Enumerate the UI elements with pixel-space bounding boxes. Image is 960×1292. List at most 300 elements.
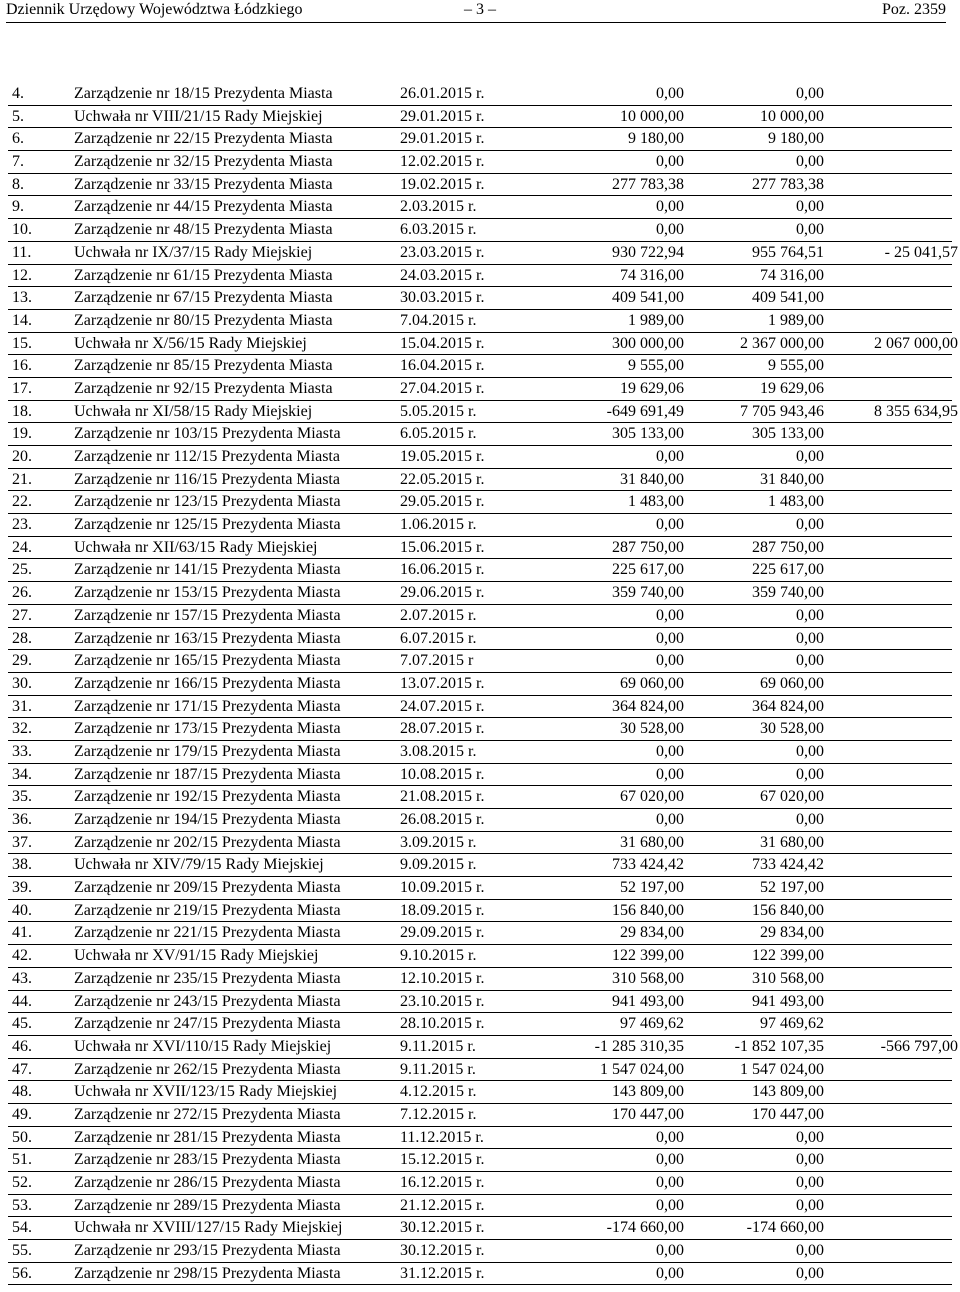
amount-change: 69 060,00 bbox=[620, 674, 684, 692]
act-date: 7.04.2015 r. bbox=[400, 311, 477, 329]
row-number: 42. bbox=[12, 947, 32, 965]
row-number: 17. bbox=[12, 379, 32, 397]
act-date: 26.01.2015 r. bbox=[400, 85, 485, 102]
act-name: Zarządzenie nr 243/15 Prezydenta Miasta bbox=[74, 992, 341, 1010]
amount-change: 9 555,00 bbox=[628, 357, 684, 375]
amount-total: 359 740,00 bbox=[752, 584, 824, 602]
amount-change: 1 547 024,00 bbox=[600, 1060, 684, 1078]
table-row bbox=[8, 582, 952, 605]
act-name: Zarządzenie nr 166/15 Prezydenta Miasta bbox=[74, 674, 341, 692]
act-name: Zarządzenie nr 103/15 Prezydenta Miasta bbox=[74, 425, 341, 443]
act-name: Zarządzenie nr 123/15 Prezydenta Miasta bbox=[74, 493, 341, 511]
act-name: Zarządzenie nr 202/15 Prezydenta Miasta bbox=[74, 833, 341, 851]
amount-total: 170 447,00 bbox=[752, 1105, 824, 1123]
amount-total: 31 680,00 bbox=[760, 833, 824, 851]
act-name: Zarządzenie nr 179/15 Prezydenta Miasta bbox=[74, 742, 341, 760]
amount-total: 143 809,00 bbox=[752, 1083, 824, 1101]
act-date: 23.10.2015 r. bbox=[400, 992, 485, 1010]
act-date: 29.06.2015 r. bbox=[400, 584, 485, 602]
act-name: Zarządzenie nr 163/15 Prezydenta Miasta bbox=[74, 629, 341, 647]
amount-change: 364 824,00 bbox=[612, 697, 684, 715]
row-number: 25. bbox=[12, 561, 32, 579]
act-date: 11.12.2015 r. bbox=[400, 1128, 484, 1146]
table-row bbox=[8, 242, 958, 265]
row-number: 45. bbox=[12, 1015, 32, 1033]
amount-difference: - 25 041,57 bbox=[884, 243, 958, 261]
amount-change: 409 541,00 bbox=[612, 289, 684, 307]
act-name: Zarządzenie nr 286/15 Prezydenta Miasta bbox=[74, 1174, 341, 1191]
table-row bbox=[8, 128, 952, 151]
act-date: 24.03.2015 r. bbox=[400, 266, 485, 284]
row-number: 44. bbox=[12, 992, 32, 1010]
act-name: Zarządzenie nr 173/15 Prezydenta Miasta bbox=[74, 720, 341, 738]
table-row bbox=[8, 628, 952, 651]
amount-change: 9 180,00 bbox=[628, 130, 684, 148]
amount-total: 2 367 000,00 bbox=[740, 334, 824, 352]
row-number: 4. bbox=[12, 85, 24, 102]
amount-total: 1 989,00 bbox=[768, 311, 824, 329]
act-date: 27.04.2015 r. bbox=[400, 379, 485, 397]
act-name: Zarządzenie nr 85/15 Prezydenta Miasta bbox=[74, 357, 333, 375]
amount-change: 31 680,00 bbox=[620, 833, 684, 851]
row-number: 43. bbox=[12, 969, 32, 987]
amount-change: 10 000,00 bbox=[620, 107, 684, 125]
table-row bbox=[8, 945, 952, 968]
amount-total: 31 840,00 bbox=[760, 470, 824, 488]
act-name: Zarządzenie nr 157/15 Prezydenta Miasta bbox=[74, 606, 341, 624]
act-date: 29.05.2015 r. bbox=[400, 493, 485, 511]
row-number: 40. bbox=[12, 901, 32, 919]
amount-total: 0,00 bbox=[796, 448, 824, 465]
amount-total: 0,00 bbox=[796, 606, 824, 624]
amount-total: 19 629,06 bbox=[760, 379, 824, 397]
row-number: 6. bbox=[12, 130, 24, 148]
act-name: Zarządzenie nr 209/15 Prezydenta Miasta bbox=[74, 879, 341, 897]
act-date: 6.05.2015 r. bbox=[400, 425, 477, 443]
act-date: 15.06.2015 r. bbox=[400, 538, 485, 556]
row-number: 54. bbox=[12, 1219, 32, 1237]
row-number: 56. bbox=[12, 1264, 32, 1282]
act-date: 7.12.2015 r. bbox=[400, 1105, 477, 1123]
row-number: 49. bbox=[12, 1105, 32, 1123]
table-row bbox=[8, 764, 952, 787]
act-date: 3.09.2015 r. bbox=[400, 833, 477, 851]
act-date: 9.10.2015 r. bbox=[400, 947, 477, 965]
act-date: 15.04.2015 r. bbox=[400, 334, 485, 352]
act-date: 23.03.2015 r. bbox=[400, 243, 485, 261]
row-number: 19. bbox=[12, 425, 32, 443]
row-number: 35. bbox=[12, 788, 32, 806]
amount-change: -174 660,00 bbox=[606, 1219, 684, 1237]
act-name: Zarządzenie nr 32/15 Prezydenta Miasta bbox=[74, 153, 333, 171]
act-name: Zarządzenie nr 18/15 Prezydenta Miasta bbox=[74, 85, 333, 102]
act-date: 4.12.2015 r. bbox=[400, 1083, 477, 1101]
act-name: Zarządzenie nr 171/15 Prezydenta Miasta bbox=[74, 697, 341, 715]
row-number: 38. bbox=[12, 856, 32, 874]
act-name: Zarządzenie nr 22/15 Prezydenta Miasta bbox=[74, 130, 333, 148]
amount-total: 1 547 024,00 bbox=[740, 1060, 824, 1078]
amount-total: 7 705 943,46 bbox=[740, 402, 824, 420]
amount-total: 1 483,00 bbox=[768, 493, 824, 511]
act-date: 7.07.2015 r bbox=[400, 652, 474, 670]
amount-change: 0,00 bbox=[656, 1128, 684, 1146]
act-name: Uchwała nr XIV/79/15 Rady Miejskiej bbox=[74, 856, 324, 874]
act-name: Zarządzenie nr 272/15 Prezydenta Miasta bbox=[74, 1105, 341, 1123]
amount-total: 10 000,00 bbox=[760, 107, 824, 125]
act-name: Uchwała nr XVI/110/15 Rady Miejskiej bbox=[74, 1037, 332, 1055]
amount-change: 0,00 bbox=[656, 629, 684, 647]
table-row bbox=[8, 1217, 952, 1240]
act-date: 21.08.2015 r. bbox=[400, 788, 485, 806]
act-date: 16.12.2015 r. bbox=[400, 1174, 485, 1191]
table-row bbox=[8, 1036, 958, 1059]
row-number: 16. bbox=[12, 357, 32, 375]
row-number: 37. bbox=[12, 833, 32, 851]
table-row bbox=[8, 968, 952, 991]
act-date: 29.09.2015 r. bbox=[400, 924, 485, 942]
act-date: 21.12.2015 r. bbox=[400, 1196, 485, 1214]
amount-total: 364 824,00 bbox=[752, 697, 824, 715]
act-date: 12.10.2015 r. bbox=[400, 969, 485, 987]
act-name: Uchwała nr IX/37/15 Rady Miejskiej bbox=[74, 243, 313, 261]
amount-change: 0,00 bbox=[656, 811, 684, 828]
amount-change: 0,00 bbox=[656, 606, 684, 624]
act-name: Uchwała nr XII/63/15 Rady Miejskiej bbox=[74, 538, 318, 556]
act-name: Zarządzenie nr 289/15 Prezydenta Miasta bbox=[74, 1196, 341, 1214]
row-number: 33. bbox=[12, 742, 32, 760]
row-number: 20. bbox=[12, 448, 32, 465]
act-name: Zarządzenie nr 283/15 Prezydenta Miasta bbox=[74, 1151, 341, 1169]
amount-change: 0,00 bbox=[656, 1174, 684, 1191]
row-number: 11. bbox=[12, 243, 32, 261]
table-row bbox=[8, 854, 952, 877]
table-row bbox=[8, 355, 952, 378]
table-row bbox=[8, 605, 952, 628]
act-name: Zarządzenie nr 293/15 Prezydenta Miasta bbox=[74, 1242, 341, 1260]
amount-change: 0,00 bbox=[656, 765, 684, 783]
row-number: 14. bbox=[12, 311, 32, 329]
table-row bbox=[8, 469, 952, 492]
act-name: Zarządzenie nr 61/15 Prezydenta Miasta bbox=[74, 266, 333, 284]
amount-total: -174 660,00 bbox=[746, 1219, 824, 1237]
amount-change: 305 133,00 bbox=[612, 425, 684, 443]
amount-change: 0,00 bbox=[656, 652, 684, 670]
act-name: Zarządzenie nr 116/15 Prezydenta Miasta bbox=[74, 470, 340, 488]
row-number: 47. bbox=[12, 1060, 32, 1078]
table-row bbox=[8, 1172, 952, 1195]
table-row bbox=[8, 1195, 952, 1218]
table-row bbox=[8, 673, 952, 696]
act-date: 2.07.2015 r. bbox=[400, 606, 477, 624]
amount-total: 225 617,00 bbox=[752, 561, 824, 579]
amount-total: 9 180,00 bbox=[768, 130, 824, 148]
table-row bbox=[8, 1127, 952, 1150]
row-number: 48. bbox=[12, 1083, 32, 1101]
amount-total: 287 750,00 bbox=[752, 538, 824, 556]
amount-change: 300 000,00 bbox=[612, 334, 684, 352]
row-number: 22. bbox=[12, 493, 32, 511]
act-date: 16.06.2015 r. bbox=[400, 561, 485, 579]
row-number: 30. bbox=[12, 674, 32, 692]
table-row bbox=[8, 1104, 952, 1127]
amount-change: 52 197,00 bbox=[620, 879, 684, 897]
row-number: 13. bbox=[12, 289, 32, 307]
act-date: 10.08.2015 r. bbox=[400, 765, 485, 783]
act-date: 5.05.2015 r. bbox=[400, 402, 477, 420]
amount-change: 359 740,00 bbox=[612, 584, 684, 602]
table-row bbox=[8, 265, 952, 288]
act-date: 13.07.2015 r. bbox=[400, 674, 485, 692]
act-name: Zarządzenie nr 141/15 Prezydenta Miasta bbox=[74, 561, 341, 579]
row-number: 26. bbox=[12, 584, 32, 602]
table-row bbox=[8, 877, 952, 900]
table-row bbox=[8, 696, 952, 719]
act-date: 31.12.2015 r. bbox=[400, 1264, 485, 1282]
amount-total: 0,00 bbox=[796, 1242, 824, 1260]
amount-total: 97 469,62 bbox=[760, 1015, 824, 1033]
table-row bbox=[8, 832, 952, 855]
amount-total: 0,00 bbox=[796, 811, 824, 828]
act-name: Uchwała nr X/56/15 Rady Miejskiej bbox=[74, 334, 307, 352]
row-number: 7. bbox=[12, 153, 24, 171]
act-date: 2.03.2015 r. bbox=[400, 198, 477, 216]
amount-change: 67 020,00 bbox=[620, 788, 684, 806]
act-date: 30.03.2015 r. bbox=[400, 289, 485, 307]
act-date: 16.04.2015 r. bbox=[400, 357, 485, 375]
page-number: – 3 – bbox=[464, 1, 496, 18]
amount-total: 305 133,00 bbox=[752, 425, 824, 443]
act-name: Zarządzenie nr 235/15 Prezydenta Miasta bbox=[74, 969, 341, 987]
act-date: 28.07.2015 r. bbox=[400, 720, 485, 738]
table-row bbox=[8, 922, 952, 945]
row-number: 36. bbox=[12, 811, 32, 828]
row-number: 9. bbox=[12, 198, 24, 216]
amount-total: 0,00 bbox=[796, 198, 824, 216]
amount-change: 97 469,62 bbox=[620, 1015, 684, 1033]
act-date: 22.05.2015 r. bbox=[400, 470, 485, 488]
amount-change: 29 834,00 bbox=[620, 924, 684, 942]
act-date: 24.07.2015 r. bbox=[400, 697, 485, 715]
row-number: 15. bbox=[12, 334, 32, 352]
amount-change: 287 750,00 bbox=[612, 538, 684, 556]
act-name: Zarządzenie nr 44/15 Prezydenta Miasta bbox=[74, 198, 333, 216]
act-date: 12.02.2015 r. bbox=[400, 153, 485, 171]
row-number: 39. bbox=[12, 879, 32, 897]
table-row bbox=[8, 1059, 952, 1082]
act-date: 29.01.2015 r. bbox=[400, 107, 485, 125]
act-date: 6.03.2015 r. bbox=[400, 221, 477, 239]
act-date: 1.06.2015 r. bbox=[400, 516, 477, 534]
act-name: Uchwała nr XI/58/15 Rady Miejskiej bbox=[74, 402, 313, 420]
act-name: Zarządzenie nr 192/15 Prezydenta Miasta bbox=[74, 788, 341, 806]
amount-total: 941 493,00 bbox=[752, 992, 824, 1010]
table-row bbox=[8, 809, 952, 832]
amount-change: 0,00 bbox=[656, 448, 684, 465]
amount-change: 941 493,00 bbox=[612, 992, 684, 1010]
act-date: 30.12.2015 r. bbox=[400, 1242, 485, 1260]
amount-change: 930 722,94 bbox=[612, 243, 684, 261]
act-date: 19.05.2015 r. bbox=[400, 448, 485, 465]
budget-changes-table bbox=[8, 83, 958, 1285]
act-date: 9.09.2015 r. bbox=[400, 856, 477, 874]
amount-total: 156 840,00 bbox=[752, 901, 824, 919]
amount-total: 0,00 bbox=[796, 221, 824, 239]
table-row bbox=[8, 401, 958, 424]
act-name: Zarządzenie nr 187/15 Prezydenta Miasta bbox=[74, 765, 341, 783]
table-row bbox=[8, 1013, 952, 1036]
act-name: Zarządzenie nr 80/15 Prezydenta Miasta bbox=[74, 311, 333, 329]
position-number: Poz. 2359 bbox=[882, 1, 946, 18]
amount-total: 0,00 bbox=[796, 516, 824, 534]
row-number: 5. bbox=[12, 107, 24, 125]
amount-total: 409 541,00 bbox=[752, 289, 824, 307]
amount-total: 69 060,00 bbox=[760, 674, 824, 692]
table-row bbox=[8, 1149, 952, 1172]
act-name: Uchwała nr XVIII/127/15 Rady Miejskiej bbox=[74, 1219, 343, 1237]
table-row bbox=[8, 287, 952, 310]
act-date: 10.09.2015 r. bbox=[400, 879, 485, 897]
row-number: 52. bbox=[12, 1174, 32, 1191]
act-name: Zarządzenie nr 48/15 Prezydenta Miasta bbox=[74, 221, 333, 239]
amount-change: 0,00 bbox=[656, 85, 684, 102]
amount-total: -1 852 107,35 bbox=[734, 1037, 824, 1055]
amount-total: 29 834,00 bbox=[760, 924, 824, 942]
table-row bbox=[8, 537, 952, 560]
row-number: 12. bbox=[12, 266, 32, 284]
amount-total: 0,00 bbox=[796, 742, 824, 760]
act-name: Zarządzenie nr 125/15 Prezydenta Miasta bbox=[74, 516, 341, 534]
table-row bbox=[8, 900, 952, 923]
table-row bbox=[8, 718, 952, 741]
amount-total: 0,00 bbox=[796, 1128, 824, 1146]
amount-total: 955 764,51 bbox=[752, 243, 824, 261]
amount-change: 143 809,00 bbox=[612, 1083, 684, 1101]
row-number: 29. bbox=[12, 652, 32, 670]
row-number: 28. bbox=[12, 629, 32, 647]
row-number: 18. bbox=[12, 402, 32, 420]
amount-change: 0,00 bbox=[656, 153, 684, 171]
table-row bbox=[8, 1263, 952, 1286]
amount-change: 0,00 bbox=[656, 1196, 684, 1214]
table-row bbox=[8, 741, 952, 764]
act-name: Zarządzenie nr 165/15 Prezydenta Miasta bbox=[74, 652, 341, 670]
table-row bbox=[8, 174, 952, 197]
amount-change: 0,00 bbox=[656, 221, 684, 239]
table-row bbox=[8, 991, 952, 1014]
act-name: Zarządzenie nr 298/15 Prezydenta Miasta bbox=[74, 1264, 341, 1282]
amount-total: 0,00 bbox=[796, 1151, 824, 1169]
act-name: Zarządzenie nr 247/15 Prezydenta Miasta bbox=[74, 1015, 341, 1033]
act-date: 29.01.2015 r. bbox=[400, 130, 485, 148]
act-name: Zarządzenie nr 281/15 Prezydenta Miasta bbox=[74, 1128, 341, 1146]
amount-change: 19 629,06 bbox=[620, 379, 684, 397]
act-name: Uchwała nr VIII/21/15 Rady Miejskiej bbox=[74, 107, 323, 125]
row-number: 50. bbox=[12, 1128, 32, 1146]
table-row bbox=[8, 196, 952, 219]
amount-change: 0,00 bbox=[656, 198, 684, 216]
table-row bbox=[8, 423, 952, 446]
row-number: 21. bbox=[12, 470, 32, 488]
amount-change: 225 617,00 bbox=[612, 561, 684, 579]
amount-total: 0,00 bbox=[796, 765, 824, 783]
act-date: 19.02.2015 r. bbox=[400, 175, 485, 193]
row-number: 31. bbox=[12, 697, 32, 715]
row-number: 32. bbox=[12, 720, 32, 738]
amount-change: 310 568,00 bbox=[612, 969, 684, 987]
row-number: 27. bbox=[12, 606, 32, 624]
act-name: Zarządzenie nr 112/15 Prezydenta Miasta bbox=[74, 448, 340, 465]
act-date: 28.10.2015 r. bbox=[400, 1015, 485, 1033]
amount-change: 733 424,42 bbox=[612, 856, 684, 874]
amount-total: 0,00 bbox=[796, 153, 824, 171]
amount-total: 0,00 bbox=[796, 1174, 824, 1191]
act-name: Zarządzenie nr 67/15 Prezydenta Miasta bbox=[74, 289, 333, 307]
act-date: 3.08.2015 r. bbox=[400, 742, 477, 760]
amount-change: 1 483,00 bbox=[628, 493, 684, 511]
table-row bbox=[8, 219, 952, 242]
act-name: Zarządzenie nr 219/15 Prezydenta Miasta bbox=[74, 901, 341, 919]
table-row bbox=[8, 559, 952, 582]
act-date: 9.11.2015 r. bbox=[400, 1060, 476, 1078]
amount-change: -649 691,49 bbox=[606, 402, 684, 420]
table-row bbox=[8, 151, 952, 174]
row-number: 55. bbox=[12, 1242, 32, 1260]
row-number: 10. bbox=[12, 221, 32, 239]
table-row bbox=[8, 378, 952, 401]
amount-change: 74 316,00 bbox=[620, 266, 684, 284]
amount-total: 122 399,00 bbox=[752, 947, 824, 965]
row-number: 53. bbox=[12, 1196, 32, 1214]
table-row bbox=[8, 106, 952, 129]
amount-total: 67 020,00 bbox=[760, 788, 824, 806]
amount-total: 733 424,42 bbox=[752, 856, 824, 874]
table-row bbox=[8, 786, 952, 809]
amount-difference: -566 797,00 bbox=[880, 1037, 958, 1055]
table-row bbox=[8, 1081, 952, 1104]
table-row bbox=[8, 1240, 952, 1263]
row-number: 41. bbox=[12, 924, 32, 942]
act-date: 6.07.2015 r. bbox=[400, 629, 477, 647]
act-name: Zarządzenie nr 153/15 Prezydenta Miasta bbox=[74, 584, 341, 602]
amount-change: 122 399,00 bbox=[612, 947, 684, 965]
act-name: Zarządzenie nr 194/15 Prezydenta Miasta bbox=[74, 811, 341, 828]
amount-change: -1 285 310,35 bbox=[594, 1037, 684, 1055]
act-name: Zarządzenie nr 262/15 Prezydenta Miasta bbox=[74, 1060, 341, 1078]
amount-total: 0,00 bbox=[796, 1196, 824, 1214]
amount-total: 0,00 bbox=[796, 629, 824, 647]
table-row bbox=[8, 650, 952, 673]
act-date: 26.08.2015 r. bbox=[400, 811, 485, 828]
amount-total: 310 568,00 bbox=[752, 969, 824, 987]
amount-difference: 8 355 634,95 bbox=[874, 402, 958, 420]
row-number: 8. bbox=[12, 175, 24, 193]
amount-change: 31 840,00 bbox=[620, 470, 684, 488]
amount-change: 156 840,00 bbox=[612, 901, 684, 919]
act-name: Zarządzenie nr 92/15 Prezydenta Miasta bbox=[74, 379, 333, 397]
table-row bbox=[8, 83, 952, 106]
table-row bbox=[8, 446, 952, 469]
amount-change: 277 783,38 bbox=[612, 175, 684, 193]
amount-change: 170 447,00 bbox=[612, 1105, 684, 1123]
row-number: 34. bbox=[12, 765, 32, 783]
amount-total: 9 555,00 bbox=[768, 357, 824, 375]
table-row bbox=[8, 491, 952, 514]
amount-change: 0,00 bbox=[656, 516, 684, 534]
act-date: 15.12.2015 r. bbox=[400, 1151, 485, 1169]
amount-total: 0,00 bbox=[796, 1264, 824, 1282]
amount-difference: 2 067 000,00 bbox=[874, 334, 958, 352]
amount-total: 0,00 bbox=[796, 85, 824, 102]
